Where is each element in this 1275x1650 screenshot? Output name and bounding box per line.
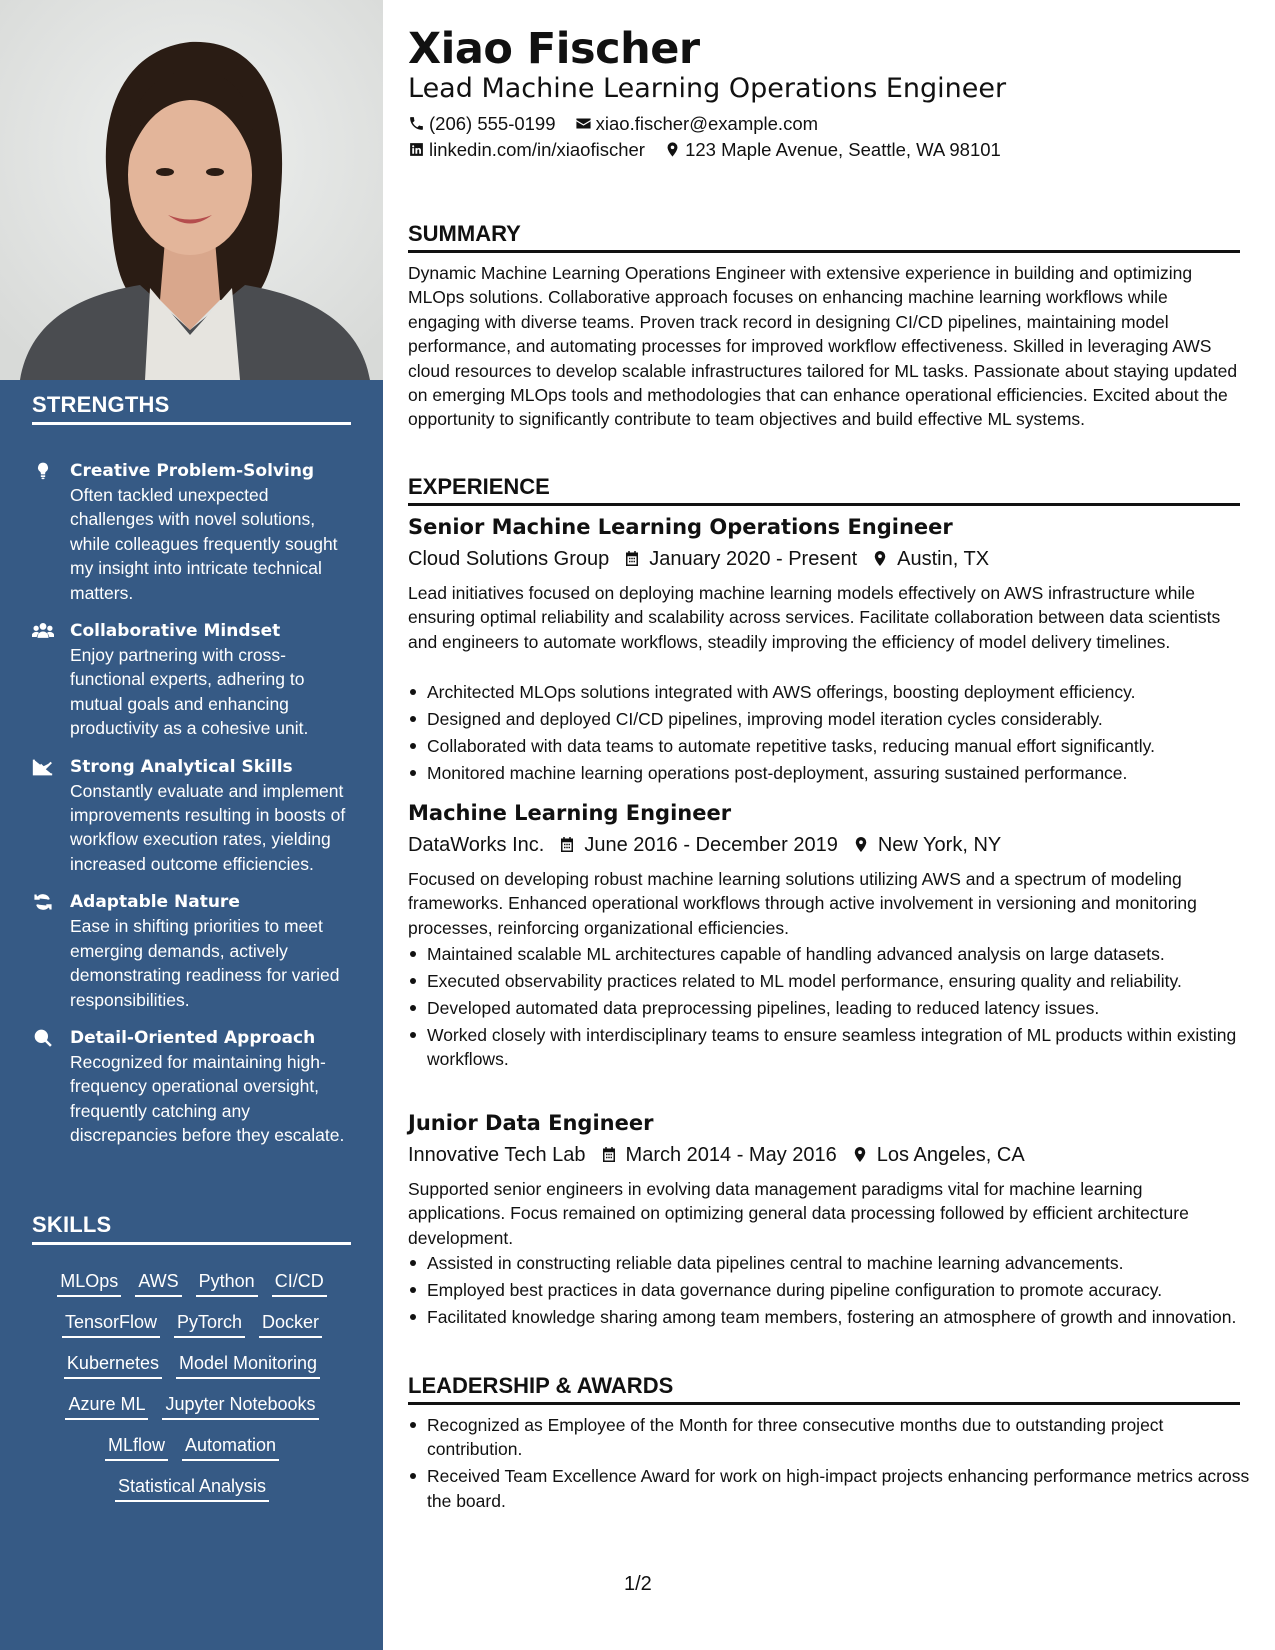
strength-title: Collaborative Mindset [70, 621, 281, 642]
job-meta [408, 831, 1001, 859]
candidate-name: Xiao Fischer [408, 24, 700, 74]
skill-tag: MLOps [57, 1270, 121, 1297]
job-location: Austin, TX [897, 548, 990, 570]
linkedin-contact[interactable] [408, 138, 645, 162]
job-bullets [408, 680, 1259, 788]
strength-desc: Ease in shifting priorities to meet emerging demands, actively demonstrating readiness for varied responsibilities. [70, 916, 340, 1010]
summary-text: Dynamic Machine Learning Operations Engineer with extensive experience in building and optimizing MLOps solutions. Collaborative approach focuses on enhancing machine learning workflows while engaging with diverse teams. Proven track record in designing CI/CD pipelines, maintaining model performance, and automating processes for improved workflow effectiveness. Skilled in leveraging AWS cloud resources to develop scalable infrastructures tailored for ML tasks. Passionate about staying updated on emerging MLOps tools and methodologies that can enhance operational efficiencies. Excited about the opportunity to significantly contribute to team objectives and build effective ML systems. [408, 263, 1238, 430]
contact-row-2 [408, 138, 1015, 162]
job-bullet: Executed observability practices related to ML model performance, ensuring quality and reliability. [427, 969, 1259, 993]
job-description: Lead initiatives focused on deploying machine learning models effectively on AWS infrastructure while ensuring optimal reliability and scalability across services. Facilitate collaboration between data scientists and engineers to automate workflows, steadily improving the efficiency of model delivery timelines. [408, 583, 1221, 652]
job-meta [408, 545, 989, 573]
skills-list [32, 1270, 352, 1516]
map-pin-icon [851, 1145, 869, 1164]
job-bullet: Assisted in constructing reliable data pipelines central to machine learning advancements. [427, 1251, 1259, 1275]
job-title: Machine Learning Engineer [408, 801, 732, 825]
job-dates: March 2014 - May 2016 [625, 1144, 837, 1166]
job-bullet: Facilitated knowledge sharing among team members, fostering an atmosphere of growth and innovation. [427, 1305, 1259, 1329]
address-contact [664, 138, 1001, 162]
strength-desc: Often tackled unexpected challenges with novel solutions, while colleagues frequently sought my insight into intricate technical matters. [70, 485, 338, 603]
skills-heading: SKILLS [32, 1212, 351, 1245]
strength-desc: Recognized for maintaining high-frequency operational oversight, frequently catching any discrepancies before they escalate. [70, 1051, 345, 1146]
job-title: Senior Machine Learning Operations Engineer [408, 515, 953, 539]
line-chart-icon [32, 757, 56, 779]
job-bullet: Monitored machine learning operations post-deployment, assuring sustained performance. [427, 761, 1259, 785]
job-bullet: Worked closely with interdisciplinary teams to ensure seamless integration of ML products within existing workflows. [427, 1023, 1259, 1072]
strength-title: Creative Problem-Solving [70, 461, 315, 481]
page-number: 1/2 [624, 1573, 652, 1595]
map-pin-icon [664, 141, 681, 158]
strengths-list [32, 459, 352, 1162]
award-item: Recognized as Employee of the Month for three consecutive months due to outstanding project contribution. [427, 1413, 1259, 1462]
award-item: Received Team Excellence Award for work on high-impact projects enhancing performance metrics across the board. [427, 1464, 1259, 1513]
strength-title: Detail-Oriented Approach [70, 1027, 316, 1048]
strength-title: Adaptable Nature [70, 892, 240, 913]
job-bullet: Architected MLOps solutions integrated with AWS offerings, boosting deployment efficiency. [427, 680, 1259, 704]
strength-title: Strong Analytical Skills [70, 756, 293, 777]
job-bullet: Maintained scalable ML architectures capable of handling advanced analysis on large datasets. [427, 942, 1259, 966]
skill-tag: Statistical Analysis [115, 1475, 269, 1502]
awards-list [408, 1413, 1259, 1516]
profile-photo [0, 0, 383, 380]
job-bullet: Developed automated data preprocessing pipelines, leading to reduced latency issues. [427, 996, 1259, 1020]
skill-tag: Model Monitoring [176, 1352, 320, 1379]
job-meta [408, 1141, 1025, 1169]
refresh-icon [32, 892, 56, 914]
job-dates: January 2020 - Present [649, 548, 858, 570]
job-location: Los Angeles, CA [876, 1144, 1025, 1166]
job-company: Cloud Solutions Group [408, 548, 610, 570]
job-company: Innovative Tech Lab [408, 1144, 586, 1166]
map-pin-icon [852, 835, 870, 854]
contact-row-1 [408, 112, 832, 136]
email-contact[interactable] [575, 112, 818, 136]
skill-tag: TensorFlow [62, 1311, 160, 1338]
users-icon [32, 621, 56, 643]
calendar-icon [558, 835, 576, 854]
map-pin-icon [871, 549, 889, 568]
lightbulb-icon [32, 461, 56, 483]
experience-heading: EXPERIENCE [408, 473, 1240, 506]
skill-tag: Automation [182, 1434, 279, 1461]
portrait-image [0, 0, 383, 380]
phone-text: (206) 555-0199 [429, 113, 556, 134]
job-bullet: Designed and deployed CI/CD pipelines, improving model iteration cycles considerably. [427, 707, 1259, 731]
job-dates: June 2016 - December 2019 [584, 834, 838, 856]
strength-desc: Constantly evaluate and implement improvements resulting in boosts of workflow execution rates, yielding increased outcome efficiencies. [70, 780, 346, 874]
job-bullets [408, 942, 1259, 1074]
awards-heading: LEADERSHIP & AWARDS [408, 1372, 1240, 1405]
skill-tag: Azure ML [65, 1393, 148, 1420]
phone-icon [408, 115, 425, 132]
sidebar [0, 0, 383, 1650]
linkedin-icon [408, 141, 425, 158]
linkedin-text[interactable]: linkedin.com/in/xiaofischer [429, 139, 645, 160]
strength-item [32, 1026, 352, 1148]
calendar-icon [623, 549, 641, 568]
envelope-icon [575, 115, 592, 132]
email-text[interactable]: xiao.fischer@example.com [595, 113, 819, 134]
strength-item [32, 755, 352, 877]
summary-heading: SUMMARY [408, 220, 1240, 253]
skill-tag: CI/CD [272, 1270, 327, 1297]
search-icon [32, 1028, 56, 1050]
calendar-icon [600, 1145, 618, 1164]
job-description: Focused on developing robust machine learning solutions utilizing AWS and a spectrum of modeling frameworks. Enhanced operational workflows through active involvement in versioning and monitoring processes, reinforcing organizational efficiencies. [408, 869, 1197, 938]
strength-item [32, 459, 352, 605]
skill-tag: MLflow [105, 1434, 168, 1461]
strength-item [32, 890, 352, 1012]
job-title: Junior Data Engineer [408, 1111, 654, 1135]
job-location: New York, NY [877, 834, 1002, 856]
skill-tag: Docker [259, 1311, 322, 1338]
strength-item [32, 619, 352, 741]
address-text: 123 Maple Avenue, Seattle, WA 98101 [685, 139, 1001, 160]
strengths-heading: STRENGTHS [32, 392, 351, 425]
job-description: Supported senior engineers in evolving data management paradigms vital for machine learning applications. Focus remained on optimizing general data processing followed by efficient architecture development. [408, 1179, 1189, 1248]
skill-tag: AWS [135, 1270, 181, 1297]
phone-contact [408, 112, 556, 136]
skill-tag: Jupyter Notebooks [162, 1393, 318, 1420]
skill-tag: Python [196, 1270, 258, 1297]
skill-tag: PyTorch [174, 1311, 245, 1338]
job-bullet: Employed best practices in data governance during pipeline configuration to promote accuracy. [427, 1278, 1259, 1302]
candidate-role: Lead Machine Learning Operations Engineer [408, 73, 1007, 104]
job-bullet: Collaborated with data teams to automate repetitive tasks, reducing manual effort significantly. [427, 734, 1259, 758]
job-company: DataWorks Inc. [408, 834, 545, 856]
strength-desc: Enjoy partnering with cross-functional experts, adhering to mutual goals and enhancing productivity as a cohesive unit. [70, 645, 309, 739]
skill-tag: Kubernetes [64, 1352, 162, 1379]
job-bullets [408, 1251, 1259, 1332]
